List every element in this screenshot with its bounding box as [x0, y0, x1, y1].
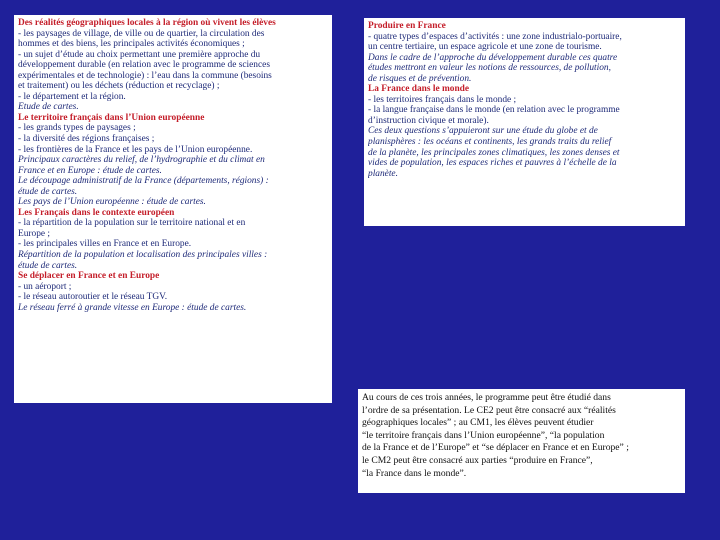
text-line: un centre tertiaire, un espace agricole et une zone de tourisme.: [368, 42, 602, 53]
text-line: Répartition de la population et localisation des principales villes :: [18, 250, 268, 261]
section-heading: La France dans le monde: [368, 84, 470, 95]
section-heading: Les Français dans le contexte européen: [18, 207, 175, 218]
text-line: - le département et la région.: [18, 91, 126, 102]
text-line: et traitement) ou les déchets (réduction et recyclage) ;: [18, 81, 220, 92]
text-line: Au cours de ces trois années, le programme peut être étudié dans: [362, 392, 611, 403]
text-line: études mettront en valeur les notions de ressources, de pollution,: [368, 63, 611, 74]
text-line: - les principales villes en France et en Europe.: [18, 239, 192, 250]
text-line: expérimentales et de technologie) : l’eau dans la commune (besoins: [18, 70, 272, 81]
text-line: - les grands types de paysages ;: [18, 123, 136, 134]
text-line: l’ordre de sa présentation. Le CE2 peut être consacré aux “réalités: [362, 404, 616, 416]
text-line: Dans le cadre de l’approche du développement durable ces quatre: [368, 52, 618, 63]
text-line: - les paysages de village, de ville ou de quartier, la circulation des: [18, 28, 265, 39]
text-line: étude de cartes.: [18, 260, 78, 271]
text-line: géographiques locales” ; au CM1, les élèves peuvent étudier: [362, 417, 594, 429]
left-text-panel: [14, 15, 332, 403]
text-line: Le réseau ferré à grande vitesse en Europe : étude de cartes.: [18, 302, 247, 313]
text-line: planisphères : les océans et continents, les grands traits du relief: [368, 137, 612, 148]
text-line: Le découpage administratif de la France (départements, régions) :: [18, 176, 269, 187]
text-line: étude de cartes.: [18, 186, 78, 197]
text-line: d’instruction civique et morale).: [368, 115, 489, 126]
text-line: Les pays de l’Union européenne : étude de cartes.: [18, 197, 206, 208]
text-line: de risques et de prévention.: [368, 73, 472, 84]
text-line: Ces deux questions s’appuieront sur une étude du globe et de: [368, 126, 598, 137]
text-line: - un sujet d’étude au choix permettant une première approche du: [18, 49, 261, 60]
bottom-text-panel: [358, 389, 685, 493]
text-line: - les frontières de la France et les pays de l’Union européenne.: [18, 144, 253, 155]
text-line: - quatre types d’espaces d’activités : une zone industrialo-portuaire,: [368, 31, 622, 42]
text-line: planète.: [368, 168, 398, 179]
text-line: France et en Europe : étude de cartes.: [18, 165, 162, 176]
text-line: le CM2 peut être consacré aux parties “produire en France”,: [362, 454, 593, 466]
section-heading: Se déplacer en France et en Europe: [18, 271, 160, 282]
text-line: “la France dans le monde”.: [362, 467, 467, 479]
text-line: - le réseau autoroutier et le réseau TGV.: [18, 292, 168, 303]
text-line: Principaux caractères du relief, de l’hydrographie et du climat en: [18, 155, 265, 166]
text-line: Étude de cartes.: [18, 102, 79, 113]
text-line: vides de population, les espaces riches et pauvres à l’échelle de la: [368, 158, 617, 169]
text-line: - la langue française dans le monde (en relation avec le programme: [368, 105, 620, 116]
text-line: “le territoire français dans l’Union européenne”, “la population: [362, 429, 605, 441]
text-line: - un aéroport ;: [18, 281, 72, 292]
text-line: - la diversité des régions françaises ;: [18, 134, 155, 145]
section-heading: Produire en France: [368, 21, 446, 31]
text-line: de la France et de l’Europe” et “se déplacer en France et en Europe” ;: [362, 442, 629, 454]
text-line: hommes et des biens, les principales activités économiques ;: [18, 39, 245, 50]
text-line: développement durable (en relation avec le programme de sciences: [18, 60, 270, 71]
section-heading: Le territoire français dans l’Union européenne: [18, 112, 205, 123]
text-line: de la planète, les principales zones climatiques, les zones denses et: [368, 147, 620, 158]
text-line: - la répartition de la population sur le territoire national et en: [18, 218, 246, 229]
text-line: Europe ;: [18, 228, 51, 239]
right-text-panel: [364, 18, 685, 226]
section-heading: Des réalités géographiques locales à la région où vivent les élèves: [18, 18, 276, 28]
text-line: - les territoires français dans le monde ;: [368, 94, 517, 105]
